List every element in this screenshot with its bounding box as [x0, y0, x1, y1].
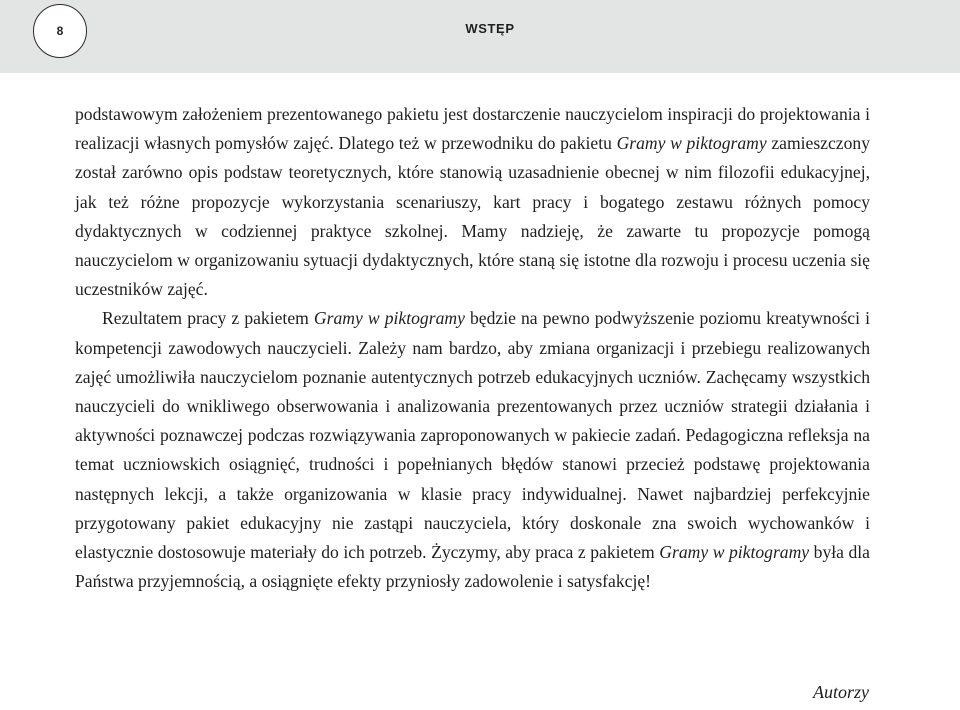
signature: Autorzy	[813, 682, 869, 702]
paragraph-2-part-2: będzie na pewno podwyższenie poziomu kreatywności i kompetencji zawodowych nauczycieli. Zależy nam bardzo, aby zmiana organizacji i przebiegu realizowanych zajęć umożliwiła nauczycielom poznanie autentycznych potrzeb edukacyjnych uczniów. Zachęcamy wszystkich nauczycieli do wnikliwego obserwowania i analizowania prezentowanych przez uczniów strategii działania i aktywności poznawczej podczas rozwiązywania zaproponowanych w pakiecie zadań. Pedagogiczna refleksja na temat uczniowskich osiągnięć, trudności i popełnianych błędów stanowi przecież podstawę projektowania następnych lekcji, a także organizowania w klasie pracy indywidualnej. Nawet najbardziej perfekcyjnie przygotowany pakiet edukacyjny nie zastąpi nauczyciela, który doskonale zna swoich wychowanków i elastycznie dostosowuje materiały do ich potrzeb. Życzymy, aby praca z pakietem	[75, 308, 870, 563]
paragraph-2	[75, 304, 870, 596]
page-number: 8	[56, 24, 64, 38]
body-text	[75, 100, 870, 596]
paragraph-1	[75, 100, 870, 304]
paragraph-2-part-1: Rezultatem pracy z pakietem	[102, 308, 314, 329]
book-title: Gramy w piktogramy	[616, 133, 767, 154]
paragraph-2-part-3: była dla Państwa przyjemnością, a osiągnięte efekty przyniosły zadowolenie i satysfakcję!	[75, 542, 870, 592]
book-title: Gramy w piktogramy	[313, 308, 465, 329]
paragraph-1-part-2: zamieszczony został zarówno opis podstaw teoretycznych, które stanowią uzasadnienie obecnej w nim filozofii edukacyjnej, jak też różne propozycje wykorzystania scenariuszy, kart pracy i bogatego zestawu różnych pomocy dydaktycznych w codziennej praktyce szkolnej. Mamy nadzieję, że zawarte tu propozycje pomogą nauczycielom w organizowaniu sytuacji dydaktycznych, które staną się istotne dla rozwoju i procesu uczenia się uczestników zajęć.	[75, 133, 870, 300]
section-title: WSTĘP	[465, 21, 515, 36]
page-header	[0, 0, 960, 73]
page-number-badge	[33, 4, 87, 58]
book-title: Gramy w piktogramy	[659, 542, 810, 563]
paragraph-1-part-1: podstawowym założeniem prezentowanego pakietu jest dostarczenie nauczycielom inspiracji do projektowania i realizacji własnych pomysłów zajęć. Dlatego też w przewodniku do pakietu	[75, 104, 870, 154]
